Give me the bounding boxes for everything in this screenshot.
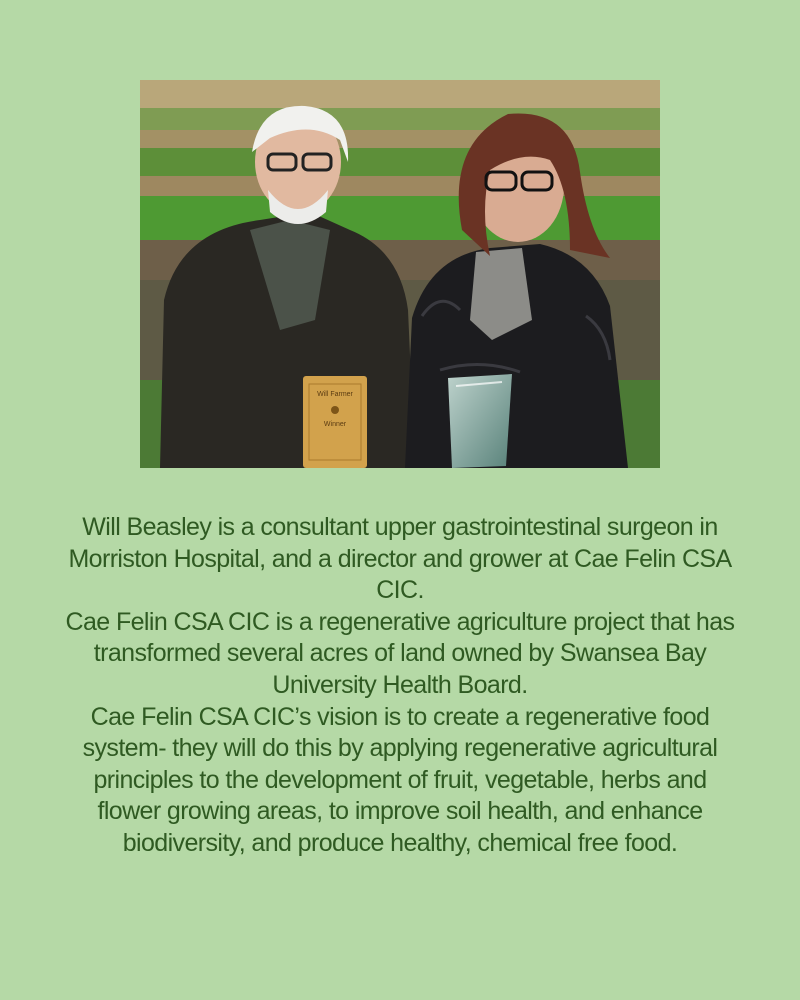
caption-paragraph-3: Cae Felin CSA CIC’s vision is to create a regenerative food system- they will do this by applying regenerative agricultural principles to the development of fruit, vegetable, herbs and flower growing areas, to improve soil health, and enhance biodiversity, and produce healthy, chemical free food.	[82, 702, 718, 857]
award-photo	[140, 80, 660, 468]
caption-paragraph-1: Will Beasley is a consultant upper gastrointestinal surgeon in Morriston Hospital, and a director and grower at Cae Felin CSA CIC.	[68, 513, 732, 605]
plaque-org-label: Will Farmer	[317, 391, 353, 398]
caption-paragraph-2: Cae Felin CSA CIC is a regenerative agriculture project that has transformed several acres of land owned by Swansea Bay University Health Board.	[65, 607, 735, 699]
plaque-title-label: Winner	[323, 421, 347, 428]
award-photo-icon	[140, 80, 660, 468]
caption	[60, 512, 740, 860]
